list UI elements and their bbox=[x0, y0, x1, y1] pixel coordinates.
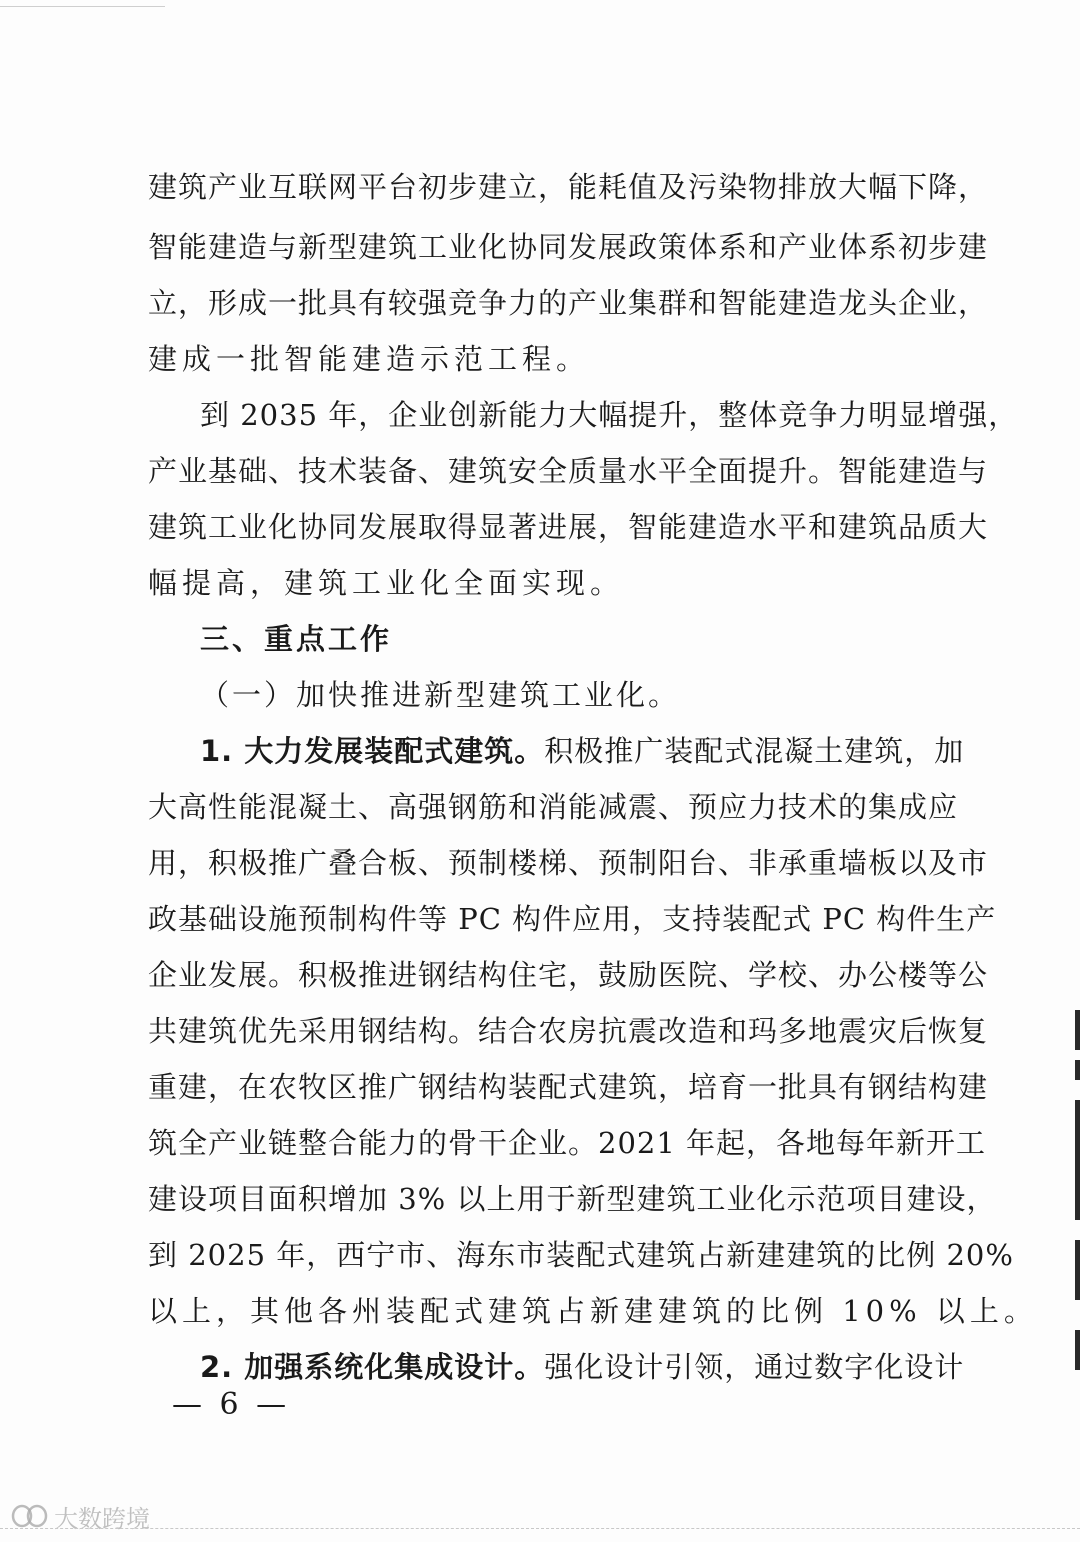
text-line: 重建，在农牧区推广钢结构装配式建筑，培育一批具有钢结构建 bbox=[148, 1070, 989, 1104]
text-line: 共建筑优先采用钢结构。结合农房抗震改造和玛多地震灾后恢复 bbox=[148, 1014, 989, 1048]
text-line: 建筑工业化协同发展取得显著进展，智能建造水平和建筑品质大 bbox=[148, 510, 989, 544]
text-line: 到 2035 年，企业创新能力大幅提升，整体竞争力明显增强， bbox=[200, 398, 1019, 432]
text-line: 建筑产业互联网平台初步建立，能耗值及污染物排放大幅下降， bbox=[148, 170, 989, 204]
text-line: 政基础设施预制构件等 PC 构件应用，支持装配式 PC 构件生产 bbox=[148, 902, 997, 936]
text-line: 筑全产业链整合能力的骨干企业。2021 年起，各地每年新开工 bbox=[148, 1126, 987, 1160]
text-line: 大高性能混凝土、高强钢筋和消能减震、预应力技术的集成应 bbox=[148, 790, 959, 824]
scan-edge-mark bbox=[1075, 1060, 1080, 1080]
scan-edge-mark bbox=[1075, 1330, 1080, 1370]
bold-lead: 1. 大力发展装配式建筑。 bbox=[200, 734, 545, 768]
text-span: 强化设计引领，通过数字化设计 bbox=[544, 1350, 965, 1384]
text-line bbox=[200, 734, 965, 768]
watermark-logo-icon bbox=[10, 1501, 50, 1531]
text-line: 智能建造与新型建筑工业化协同发展政策体系和产业体系初步建 bbox=[148, 230, 989, 264]
text-span: 积极推广装配式混凝土建筑，加 bbox=[544, 734, 965, 768]
scan-edge-mark bbox=[1075, 1100, 1080, 1220]
text-line bbox=[200, 1350, 965, 1384]
footer-divider bbox=[0, 1528, 1080, 1530]
text-line: 到 2025 年，西宁市、海东市装配式建筑占新建建筑的比例 20% bbox=[148, 1238, 1014, 1272]
text-line: 建设项目面积增加 3% 以上用于新型建筑工业化示范项目建设， bbox=[148, 1182, 997, 1216]
text-line: 幅提高，建筑工业化全面实现。 bbox=[148, 566, 625, 600]
watermark-text: 大数跨境 bbox=[54, 1504, 150, 1533]
text-line: 建成一批智能建造示范工程。 bbox=[148, 342, 591, 376]
text-line: 立，形成一批具有较强竞争力的产业集群和智能建造龙头企业， bbox=[148, 286, 989, 320]
top-divider bbox=[0, 6, 165, 7]
scan-edge-mark bbox=[1075, 1240, 1080, 1300]
text-line: 产业基础、技术装备、建筑安全质量水平全面提升。智能建造与 bbox=[148, 454, 989, 488]
bold-lead: 2. 加强系统化集成设计。 bbox=[200, 1350, 545, 1384]
text-line: 以上，其他各州装配式建筑占新建建筑的比例 10% 以上。 bbox=[148, 1294, 1038, 1328]
subsection-heading: （一）加快推进新型建筑工业化。 bbox=[200, 678, 681, 712]
scan-edge-mark bbox=[1075, 1010, 1080, 1050]
page-number: — 6 — bbox=[172, 1387, 291, 1422]
text-line: 用，积极推广叠合板、预制楼梯、预制阳台、非承重墙板以及市 bbox=[148, 846, 989, 880]
section-heading: 三、重点工作 bbox=[200, 622, 393, 656]
text-line: 企业发展。积极推进钢结构住宅，鼓励医院、学校、办公楼等公 bbox=[148, 958, 989, 992]
